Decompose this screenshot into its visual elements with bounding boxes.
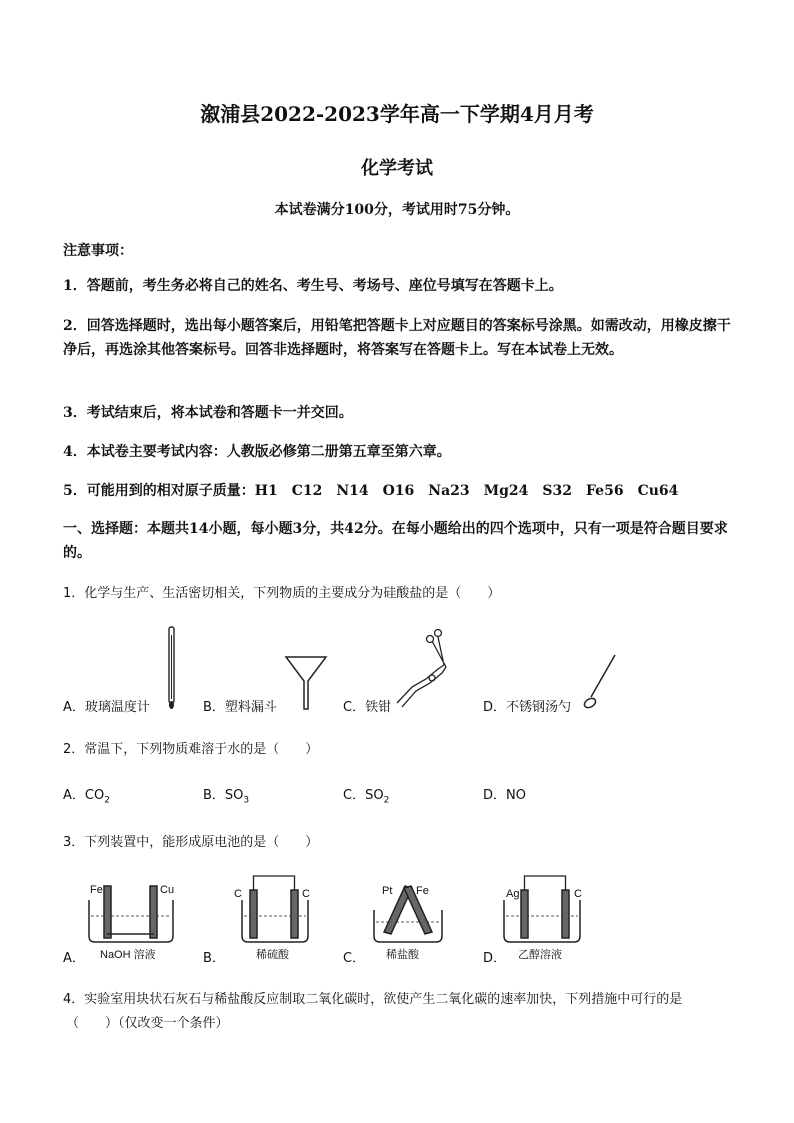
exam-note: 本试卷满分100分，考试用时75分钟。 [274, 202, 520, 218]
cell-c-right-label: Fe [416, 885, 429, 897]
cell-b-right-label: C [302, 888, 310, 900]
section-1-heading: 一、选择题：本题共14小题，每小题3分，共42分。在每小题给出的四个选项中，只有一项是符合题目要求的。 [63, 521, 728, 561]
cell-d-left-label: Ag [506, 888, 520, 900]
q1-stem: 1．化学与生产、生活密切相关，下列物质的主要成分为硅酸盐的是（ ） [63, 586, 501, 601]
q1-option-b: B．塑料漏斗 [203, 700, 277, 715]
q4-stem-line-2: （ ）（仅改变一个条件） [66, 1016, 229, 1031]
notice-item-2: 2．回答选择题时，选出每小题答案后，用铅笔把答题卡上对应题目的答案标号涂黑。如需改动，用橡皮擦干净后，再选涂其他答案标号。回答非选择题时，将答案写在答题卡上。写在本试卷上无效。 [63, 318, 731, 358]
notice-heading: 注意事项： [63, 243, 133, 259]
q2-stem: 2．常温下，下列物质难溶于水的是（ ） [63, 742, 319, 757]
cell-d-right-label: C [574, 888, 582, 900]
cell-c-left-label: Pt [382, 885, 393, 897]
q3-option-a: A． [63, 951, 85, 966]
cell-c-solution: 稀盐酸 [386, 949, 419, 961]
q2-option-d: D．NO [483, 788, 526, 803]
cell-a-left-label: Fe [90, 884, 103, 896]
q2-option-a: A．$CO_2$ [63, 788, 110, 806]
spoon-icon [583, 655, 615, 709]
q4-stem-line-1: 4．实验室用块状石灰石与稀盐酸反应制取二氧化碳时，欲使产生二氧化碳的速率加快，下列措施中可行的是 [63, 992, 683, 1007]
q2-option-c: C．$SO_2$ [343, 788, 390, 806]
exam-title: 溆浦县2022-2023学年高一下学期4月月考 [200, 102, 594, 126]
funnel-icon [286, 657, 326, 709]
cell-b-left-label: C [234, 888, 242, 900]
cell-a-right-label: Cu [160, 884, 175, 896]
q3-option-c: C． [343, 951, 366, 966]
cell-d-diagram [504, 876, 580, 942]
thermometer-icon [169, 627, 174, 709]
cell-a-solution: NaOH 溶液 [100, 949, 156, 961]
tongs-icon [397, 630, 446, 708]
notice-item-5: 5．可能用到的相对原子质量：H1 C12 N14 O16 Na23 Mg24 S32 Fe56 Cu64 [63, 483, 679, 499]
q3-figure [84, 870, 744, 970]
cell-b-diagram [242, 876, 308, 942]
cell-b-solution: 稀硫酸 [256, 949, 289, 961]
notice-item-3: 3．考试结束后，将本试卷和答题卡一并交回。 [63, 405, 353, 421]
q3-option-d: D． [483, 951, 507, 966]
notice-item-1: 1．答题前，考生务必将自己的姓名、考生号、考场号、座位号填写在答题卡上。 [63, 278, 563, 294]
q3-stem: 3．下列装置中，能形成原电池的是（ ） [63, 835, 319, 850]
notice-item-4: 4．本试卷主要考试内容：人教版必修第二册第五章至第六章。 [63, 444, 451, 460]
exam-subject: 化学考试 [361, 158, 433, 179]
q1-option-c: C．铁钳 [343, 700, 392, 715]
q1-option-a: A．玻璃温度计 [63, 700, 150, 715]
q3-option-b: B． [203, 951, 225, 966]
q2-option-b: B．$SO_3$ [203, 788, 250, 806]
cell-d-solution: 乙醇溶液 [518, 949, 562, 961]
q1-option-d: D．不锈钢汤勺 [483, 700, 572, 715]
